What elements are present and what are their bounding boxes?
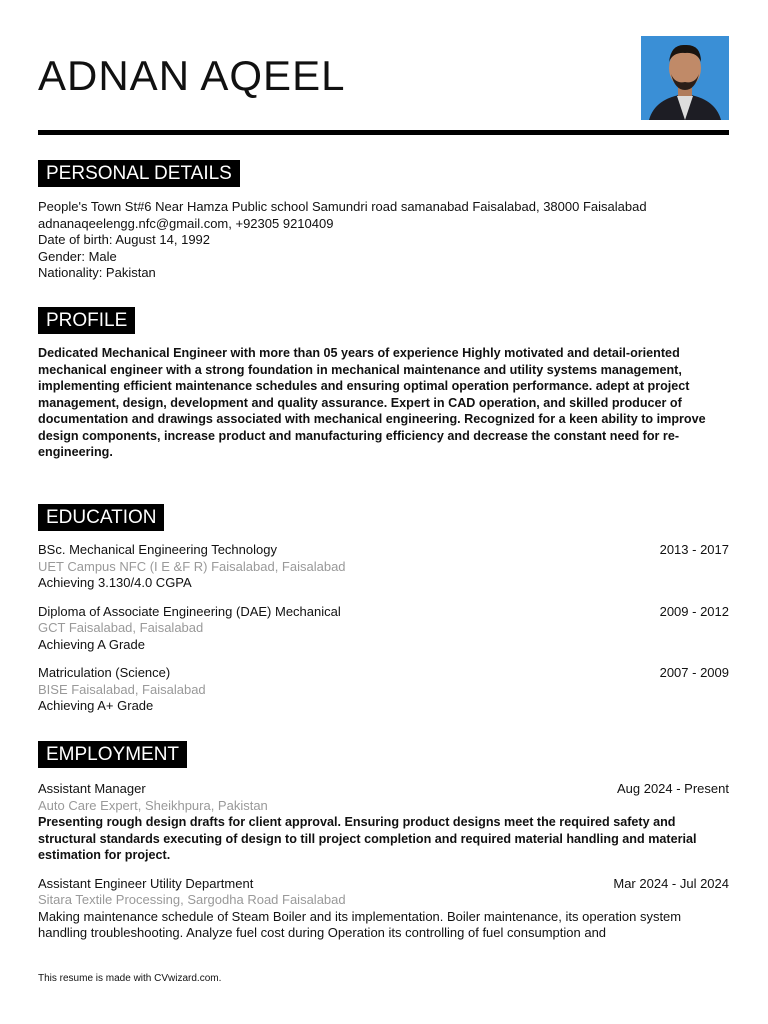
personal-details (38, 199, 729, 282)
institution: GCT Faisalabad, Faisalabad (38, 620, 204, 635)
institution: BISE Faisalabad, Faisalabad (38, 681, 206, 697)
grade: Achieving 3.130/4.0 CGPA (38, 575, 192, 590)
education-heading: EDUCATION (38, 504, 164, 531)
nationality: Nationality: Pakistan (38, 265, 156, 280)
profile-text: Dedicated Mechanical Engineer with more than 05 years of experience Highly motivated and detail-oriented mechanical engineer with a strong foundation in mechanical maintenance and utility systems management, implementing efficient maintenance schedules and ensuring optimal operation performance. adept at project management, design, development and quality assurance. Expert in CAD operation, and skilled producer of documentation and drawings associated with mechanical engineering. Recognized for a keen ability to improve design components, increase product and manufacturing efficiency and decrease the constant need for re-engineering. (38, 346, 706, 459)
job-title: Assistant Manager (38, 781, 146, 796)
job-description: Making maintenance schedule of Steam Boiler and its implementation. Boiler maintenance, its operation system handling troubleshooting. Analyze fuel cost during Operation its controlling of fuel consumption and (38, 908, 682, 940)
degree-title: BSc. Mechanical Engineering Technology (38, 542, 277, 557)
institution: UET Campus NFC (I E &F R) Faisalabad, Faisalabad (38, 558, 346, 574)
footer-note: This resume is made with CVwizard.com. (38, 973, 222, 984)
grade: Achieving A Grade (38, 636, 145, 652)
education-item (38, 665, 729, 715)
gender: Gender: Male (38, 248, 117, 264)
dates: 2009 - 2012 (659, 603, 729, 619)
employer: Auto Care Expert, Sheikhpura, Pakistan (38, 797, 268, 813)
education-item (38, 542, 729, 592)
employment-heading: EMPLOYMENT (38, 741, 187, 768)
education-list (38, 542, 729, 727)
job-description: Presenting rough design drafts for client approval. Ensuring product designs meet the required safety and structural standards executing of design to till project completion and required material handling and material estimation for project. (38, 815, 697, 862)
profile-photo (641, 36, 729, 120)
address: People's Town St#6 Near Hamza Public school Samundri road samanabad Faisalabad, 38000 Faisalabad (38, 199, 647, 214)
grade: Achieving A+ Grade (38, 698, 154, 713)
employment-item (38, 781, 729, 864)
employment-item (38, 876, 729, 942)
date-of-birth: Date of birth: August 14, 1992 (38, 232, 211, 247)
dates: 2013 - 2017 (659, 542, 729, 557)
dates: Aug 2024 - Present (616, 781, 729, 796)
dates: Mar 2024 - Jul 2024 (613, 875, 729, 891)
employment-list (38, 781, 729, 954)
degree-title: Diploma of Associate Engineering (DAE) Mechanical (38, 603, 341, 619)
education-item (38, 604, 729, 654)
job-title: Assistant Engineer Utility Department (38, 875, 254, 891)
dates: 2007 - 2009 (659, 665, 729, 680)
profile-heading: PROFILE (38, 307, 135, 334)
contact: adnanaqeelengg.nfc@gmail.com, +92305 9210409 (38, 215, 334, 231)
candidate-name: ADNAN AQEEL (38, 52, 346, 99)
personal-details-heading: PERSONAL DETAILS (38, 160, 240, 187)
header-divider (38, 130, 729, 135)
employer: Sitara Textile Processing, Sargodha Road Faisalabad (38, 892, 346, 907)
degree-title: Matriculation (Science) (38, 665, 171, 680)
